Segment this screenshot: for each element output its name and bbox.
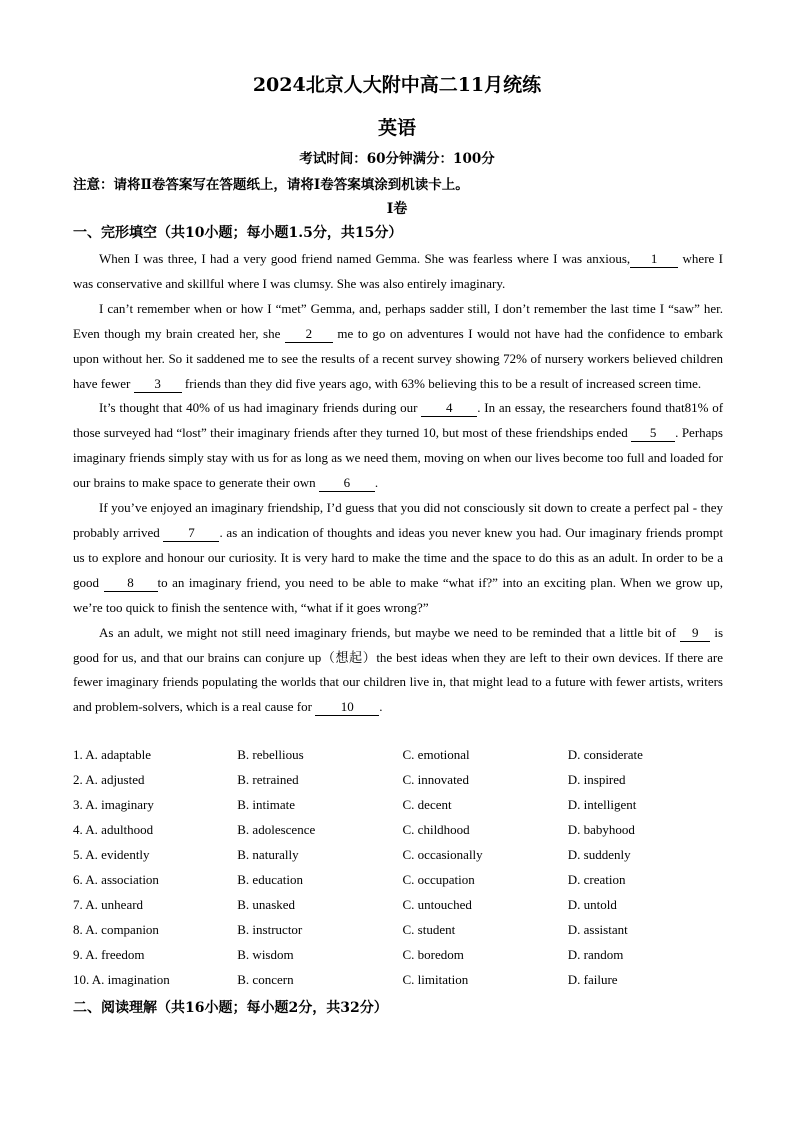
option-a: 5. A. evidently (73, 847, 150, 862)
blank-4: 4 (421, 400, 477, 417)
option-a: 10. A. imagination (73, 972, 170, 987)
option-c: C. emotional (402, 747, 470, 762)
option-a: 2. A. adjusted (73, 772, 145, 787)
blank-7: 7 (163, 525, 219, 542)
option-row (73, 845, 733, 870)
option-d: D. failure (567, 972, 618, 987)
option-a: 1. A. adaptable (73, 747, 151, 762)
blank-6: 6 (319, 475, 375, 492)
cloze-passage (73, 247, 723, 720)
exam-notice: 注意：请将Ⅱ卷答案写在答题纸上，请将Ⅰ卷答案填涂到机读卡上。 (73, 177, 469, 193)
option-row (73, 745, 733, 770)
option-d: D. assistant (567, 922, 628, 937)
blank-1: 1 (630, 251, 678, 268)
option-a: 6. A. association (73, 872, 159, 887)
option-b: B. naturally (237, 847, 299, 862)
option-b: B. wisdom (237, 947, 294, 962)
option-row (73, 820, 733, 845)
paragraph-5 (73, 621, 723, 721)
paragraph-text: I can’t remember when or how I “met” Gemma, and, perhaps sadder still, I don’t remember the last time I “saw” her. Even though my brain created her, she (73, 300, 723, 341)
exam-time: 考试时间：60分钟满分：100分 (299, 151, 495, 167)
option-b: B. instructor (237, 922, 303, 937)
option-b: B. rebellious (237, 747, 304, 762)
option-c: C. boredom (402, 947, 464, 962)
paragraph-text: friends than they did five years ago, with 63% believing this to be a result of increased screen time. (184, 375, 702, 391)
section-2-heading: 二、阅读理解（共16小题；每小题2分，共32分） (73, 1000, 388, 1016)
option-c: C. decent (402, 797, 452, 812)
option-d: D. creation (567, 872, 626, 887)
paragraph-text: where I was conservative and skillful where I was clumsy. She was also entirely imaginary. (73, 251, 723, 291)
option-c: C. childhood (402, 822, 470, 837)
paragraph-text: When I was three, I had a very good friend named Gemma. She was fearless where I was anxious, (99, 251, 631, 266)
blank-9: 9 (680, 625, 710, 642)
option-c: C. student (402, 922, 456, 937)
paragraph-4 (73, 496, 723, 621)
option-b: B. concern (237, 972, 294, 987)
exam-subject: 英语 (377, 117, 416, 139)
option-d: D. inspired (567, 772, 626, 787)
paragraph-text: . Perhaps imaginary friends simply stay with us for as long as we need them, moving on when our lives become too full and loaded for our brains to make space to generate their own (73, 425, 723, 491)
answer-options (73, 745, 733, 995)
option-d: D. suddenly (567, 847, 631, 862)
paragraph-text: . as an indication of thoughts and ideas you never knew you had. Our imaginary friends prompt us to explore and honour our curiosity. It is very hard to make the time and the space to do this as an adult. In order to be a good (73, 524, 723, 590)
option-b: B. retrained (237, 772, 299, 787)
option-b: B. unasked (237, 897, 296, 912)
option-c: C. untouched (402, 897, 472, 912)
paragraph-text: . (379, 699, 383, 715)
section-1-heading: 一、完形填空（共10小题；每小题1.5分，共15分） (73, 225, 403, 241)
option-b: B. education (237, 872, 303, 887)
paragraph-text: . (374, 475, 379, 491)
option-c: C. innovated (402, 772, 469, 787)
paragraph-3 (73, 396, 723, 496)
option-c: C. limitation (402, 972, 469, 987)
option-d: D. random (567, 947, 624, 962)
blank-2: 2 (285, 326, 333, 343)
paragraph-text: me to go on adventures I would not have had the confidence to embark upon without her. So it saddened me to see the results of a recent survey showing 72% of nursery workers believed children have fewer (73, 325, 724, 391)
blank-8: 8 (104, 575, 158, 592)
paragraph-text: If you’ve enjoyed an imaginary friendship, I’d guess that you did not consciously sit down to create a perfect pal - they probably arrived (73, 500, 723, 540)
paragraph-text: As an adult, we might not still need imaginary friends, but maybe we need to be reminded that a little bit of (99, 624, 677, 640)
option-b: B. intimate (237, 797, 296, 812)
volume-label: Ⅰ卷 (386, 201, 408, 217)
paragraph-2 (73, 297, 723, 397)
option-a: 7. A. unheard (73, 897, 144, 912)
blank-5: 5 (631, 425, 675, 442)
exam-title: 2024北京人大附中高二11月统练 (252, 74, 542, 96)
option-d: D. babyhood (567, 822, 635, 837)
option-d: D. considerate (567, 747, 643, 762)
option-c: C. occasionally (402, 847, 483, 862)
paragraph-text: to an imaginary friend, you need to be able to make “what if?” into an exciting plan. When we grow up, we’re too quick to finish the sentence with, “what if it goes wrong?” (73, 574, 723, 615)
option-d: D. untold (567, 897, 617, 912)
option-c: C. occupation (402, 872, 475, 887)
paragraph-1 (73, 247, 723, 297)
option-row (73, 920, 733, 945)
paragraph-text: It’s thought that 40% of us had imaginary friends during our (99, 400, 418, 416)
option-row (73, 895, 733, 920)
option-row (73, 795, 733, 820)
option-row (73, 770, 733, 795)
blank-3: 3 (134, 376, 182, 393)
option-row (73, 970, 733, 995)
option-b: B. adolescence (237, 822, 316, 837)
option-a: 8. A. companion (73, 922, 159, 937)
option-row (73, 870, 733, 895)
option-a: 3. A. imaginary (73, 797, 154, 812)
option-a: 9. A. freedom (73, 947, 145, 962)
option-row (73, 945, 733, 970)
paragraph-text: is good for us, and that our brains can conjure up（想起）the best ideas when they are left to their own devices. If there are fewer imaginary friends populating the worlds that our children live in, that might lead to a future with fewer artists, writers and problem-solvers, which is a real cause for (73, 624, 724, 715)
paragraph-text: . In an essay, the researchers found that81% of those surveyed had “lost” their imaginary friends after they turned 10, but most of these friendships ended (73, 400, 724, 441)
option-a: 4. A. adulthood (73, 822, 154, 837)
option-d: D. intelligent (567, 797, 637, 812)
blank-10: 10 (315, 699, 379, 716)
